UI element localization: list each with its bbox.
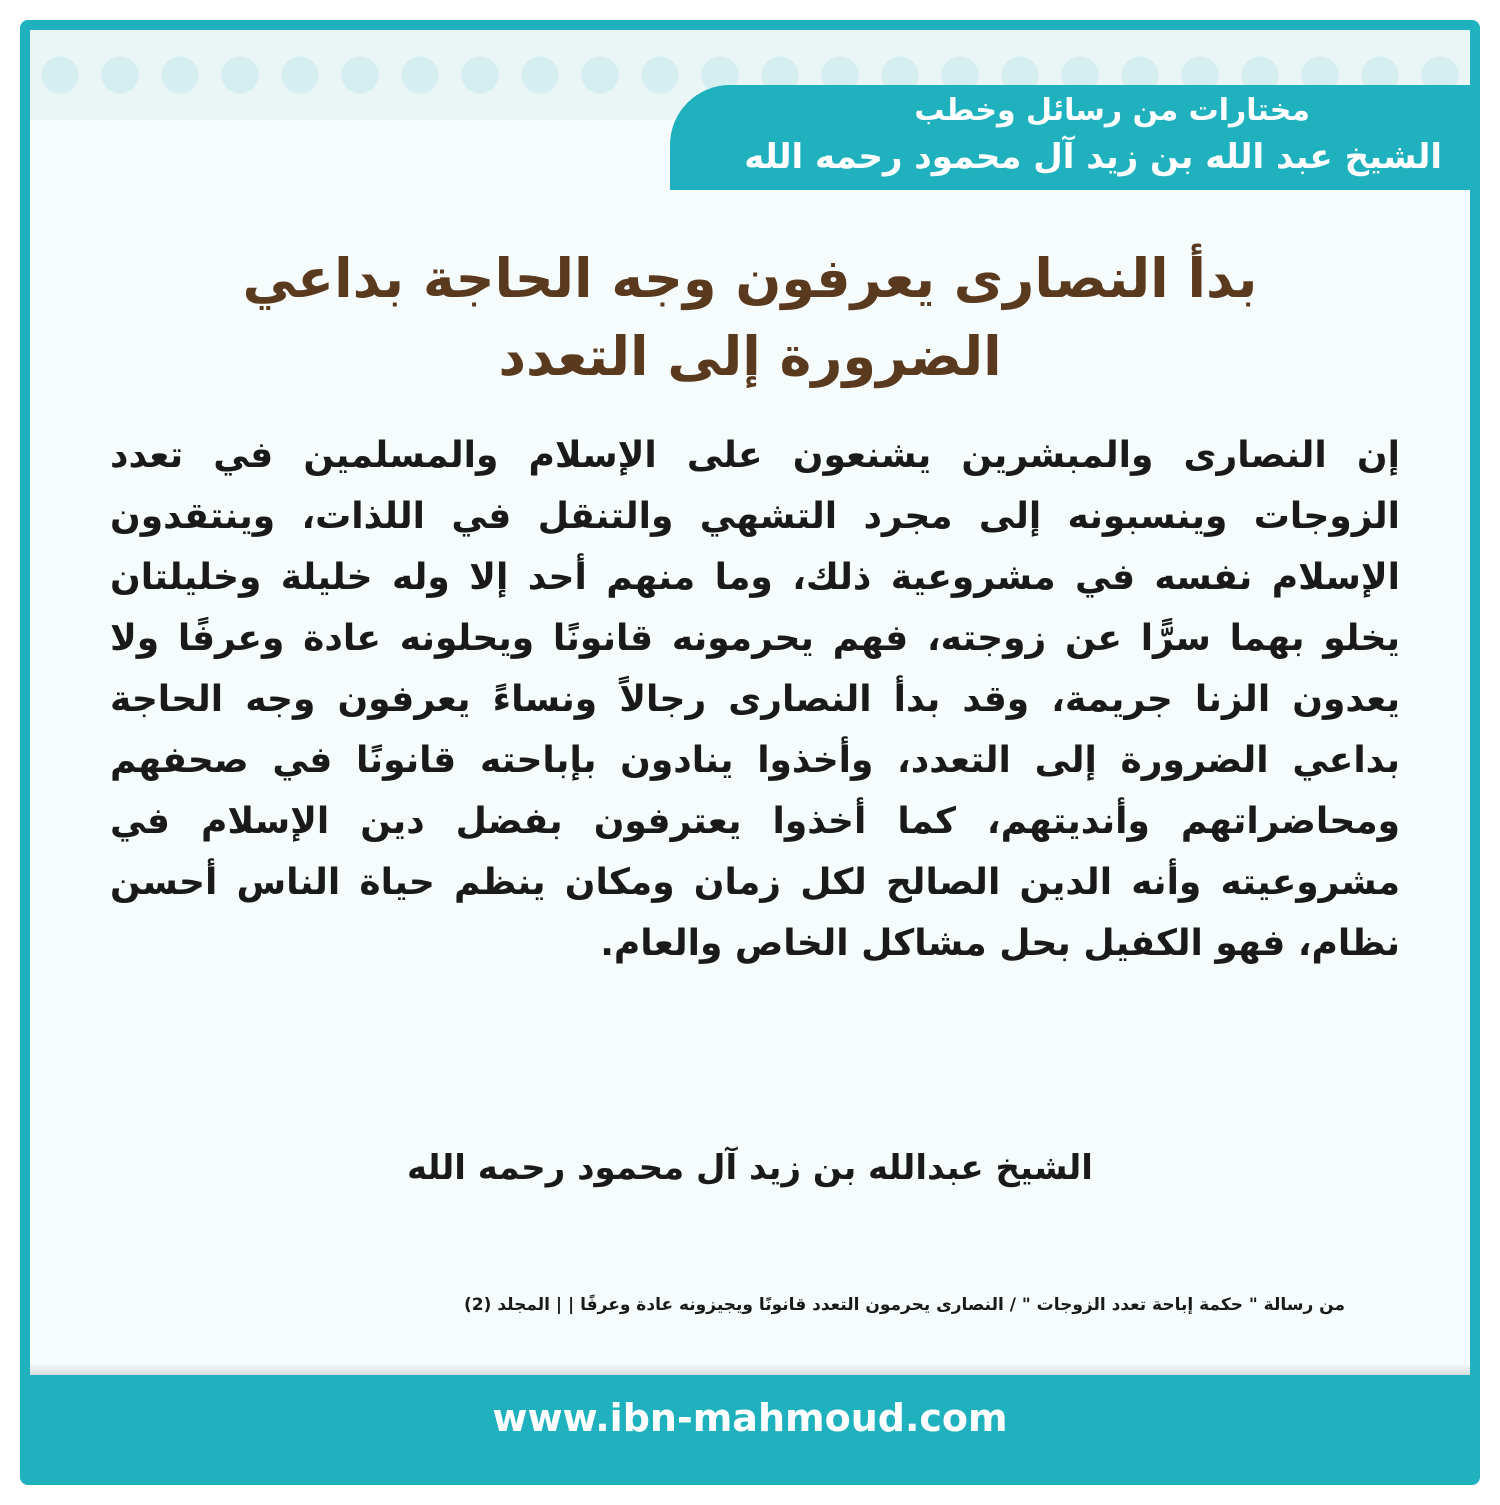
header-band xyxy=(670,85,1470,190)
article-body: إن النصارى والمبشرين يشنعون على الإسلام والمسلمين في تعدد الزوجات وينسبونه إلى مجرد التشهي والتنقل في اللذات، وينتقدون الإسلام نفسه في مشروعية ذلك، وما منهم أحد إلا وله خليلة وخليلتان يخلو بهما سرًّا عن زوجته، فهم يحرمونه قانونًا ويحلونه عادة وعرفًا ولا يعدون الزنا جريمة، وقد بدأ النصارى رجالاً ونساءً يعرفون وجه الحاجة بداعي الضرورة إلى التعدد، وأخذوا ينادون بإباحته قانونًا في صحفهم ومحاضراتهم وأنديتهم، كما أخذوا يعترفون بفضل دين الإسلام في مشروعيته وأنه الدين الصالح لكل زمان ومكان ينظم حياة الناس أحسن نظام، فهو الكفيل بحل مشاكل الخاص والعام. xyxy=(110,435,1400,964)
content-card xyxy=(30,30,1470,1375)
author-signature: الشيخ عبدالله بن زيد آل محمود رحمه الله xyxy=(407,1148,1093,1188)
website-link[interactable]: www.ibn-mahmoud.com xyxy=(492,1396,1008,1440)
outer-frame xyxy=(20,20,1480,1485)
header-author-name: الشيخ عبد الله بن زيد آل محمود رحمه الله xyxy=(744,137,1442,177)
header-series-title: مختارات من رسائل وخطب xyxy=(914,93,1310,128)
source-citation: من رسالة " حكمة إباحة تعدد الزوجات " / النصارى يحرمون التعدد قانونًا ويجيزونه عادة وعرفًا | | المجلد (2) xyxy=(464,1295,1345,1315)
article-title: بدأ النصارى يعرفون وجه الحاجة بداعي الضرورة إلى التعدد xyxy=(242,247,1258,388)
card-bottom-shadow xyxy=(30,1363,1470,1375)
